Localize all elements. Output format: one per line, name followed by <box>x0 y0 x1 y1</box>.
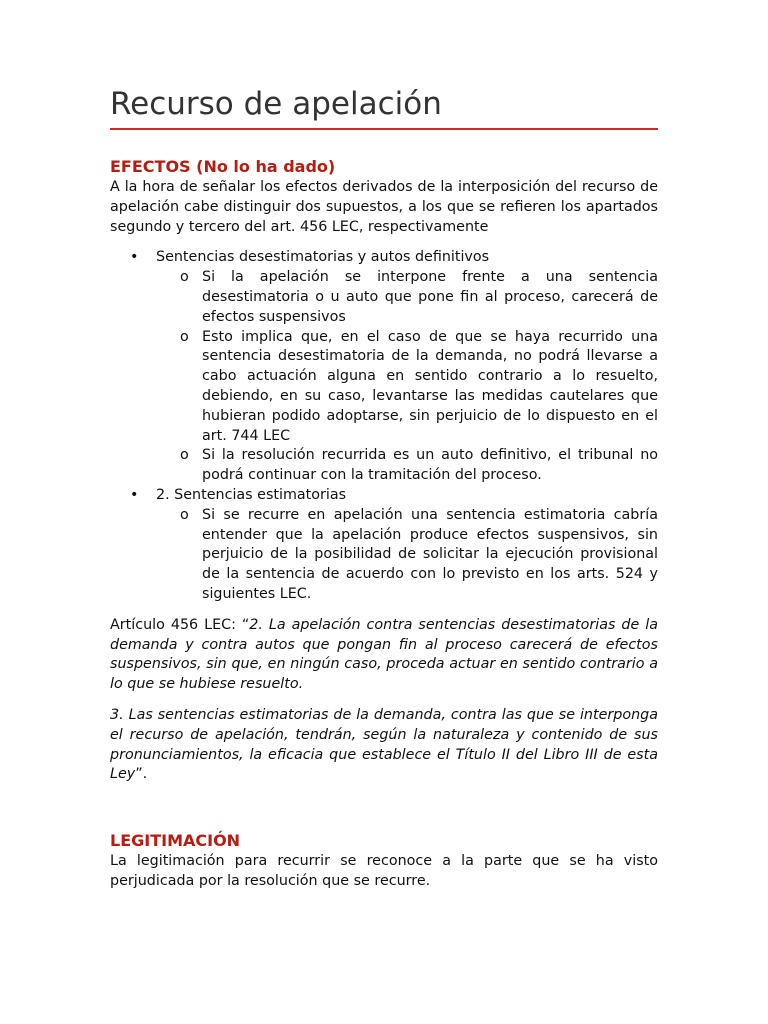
quote-text-italic: 3. Las sentencias estimatorias de la demanda, contra las que se interponga el recurso de apelación, tendrán, según la naturaleza y contenido de sus pronunciamientos, la eficacia que establece el Título II del Libro III de esta Ley <box>110 706 658 783</box>
article-quote-paragraph-1 <box>110 616 658 695</box>
section-heading-legitimacion: LEGITIMACIÓN <box>110 831 241 851</box>
sub-item: o Si se recurre en apelación una sentencia estimatoria cabría entender que la apelación produce efectos suspensivos, sin perjuicio de la posibilidad de solicitar la ejecución provisional de la sentencia de acuerdo con lo previsto en los arts. 524 y siguientes LEC. <box>156 506 658 605</box>
legitimacion-paragraph: La legitimación para recurrir se reconoce a la parte que se ha visto perjudicada por la resolución que se recurre. <box>110 853 658 889</box>
article-quote-paragraph-2 <box>110 706 658 785</box>
sub-item: o Esto implica que, en el caso de que se haya recurrido una sentencia desestimatoria de la demanda, no podrá llevarse a cabo actuación alguna en sentido contrario a lo resuelto, debiendo, en su caso, levantarse las medidas cautelares que hubieran podido adoptarse, sin perjuicio de lo dispuesto en el art. 744 LEC <box>156 328 658 447</box>
sub-list <box>156 506 658 605</box>
quote-prefix: Artículo 456 LEC: “ <box>110 616 250 633</box>
efectos-intro-paragraph: A la hora de señalar los efectos derivados de la interposición del recurso de apelación cabe distinguir dos supuestos, a los que se refieren los apartados segundo y tercero del art. 456 LEC, respectivamente <box>110 179 658 235</box>
sub-item: o Si la resolución recurrida es un auto definitivo, el tribunal no podrá continuar con la tramitación del proceso. <box>156 446 658 486</box>
bullet-label: Sentencias desestimatorias y autos definitivos <box>156 249 490 266</box>
sub-item: o Si la apelación se interpone frente a una sentencia desestimatoria o u auto que pone fin al proceso, carecerá de efectos suspensivos <box>156 268 658 327</box>
bullet-item <box>110 248 658 486</box>
bullet-item <box>110 486 658 605</box>
section-heading-efectos: EFECTOS (No lo ha dado) <box>110 157 336 176</box>
efectos-bullet-list <box>110 248 658 604</box>
sub-list <box>156 268 658 486</box>
quote-suffix: ”. <box>135 766 148 783</box>
page-title: Recurso de apelación <box>110 84 658 130</box>
bullet-label: 2. Sentencias estimatorias <box>156 486 347 503</box>
quote-text-italic: 2. La apelación contra sentencias desestimatorias de la demanda y contra autos que pongan fin al proceso carecerá de efectos suspensivos, sin que, en ningún caso, proceda actuar en sentido contrario a lo que se hubiese resuelto. <box>110 616 658 693</box>
